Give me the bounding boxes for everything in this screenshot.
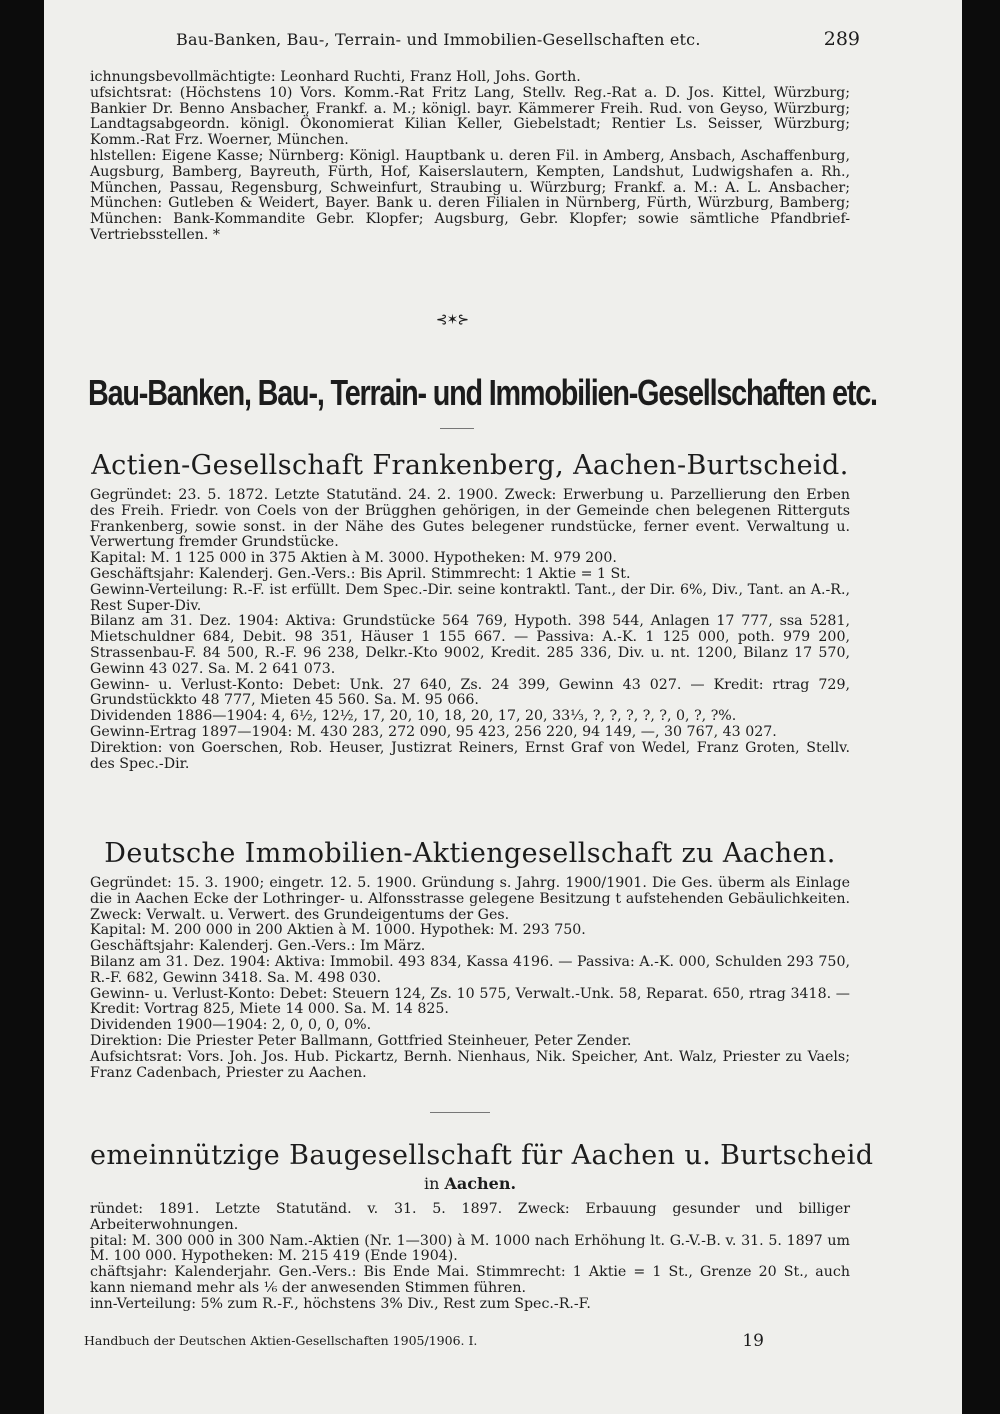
subtitle-place: Aachen. <box>444 1174 517 1193</box>
zeichnungsbevollmaechtigte: ichnungsbevollmächtigte: Leonhard Ruchti, Franz Holl, Johs. Gorth. <box>90 69 581 85</box>
company-title: Actien-Gesellschaft Frankenberg, Aachen-Burtscheid. <box>91 450 849 481</box>
title-rule <box>440 428 474 429</box>
page-number: 289 <box>823 28 860 50</box>
geschaeftsjahr-entry: Geschäftsjahr: Kalenderj. Gen.-Vers.: Im März. <box>90 938 426 955</box>
gegruendet-entry: Gegründet: 23. 5. 1872. Letzte Statutänd. 24. 2. 1900. Zweck: Erwerbung u. Parzellierung den Erben des Freih. Friedr. von Coels von der Brügghen gehörigen, in der Gemeinde chen belegenen Ritterguts Frankenberg, sowie sonst. in der Nähe des Gutes belegener rundstücke, ferner event. Verwaltung u. Verwertung fremder Grundstücke. <box>90 487 850 551</box>
subtitle-prefix: in <box>423 1174 440 1193</box>
kapital-entry: Kapital: M. 1 125 000 in 375 Aktien à M. 3000. Hypotheken: M. 979 200. <box>90 550 617 567</box>
gegruendet-entry: ründet: 1891. Letzte Statutänd. v. 31. 5. 1897. Zweck: Erbauung gesunder und billiger Arbeiterwohnungen. <box>90 1201 850 1233</box>
company-title: emeinnützige Baugesellschaft für Aachen u. Burtscheid <box>90 1140 874 1171</box>
bilanz-entry: Bilanz am 31. Dez. 1904: Aktiva: Immobil. 493 834, Kassa 4196. — Passiva: A.-K. 000, Schulden 293 750, R.-F. 682, Gewinn 3418. Sa. M. 498 030. <box>90 953 850 986</box>
footer-title: Handbuch der Deutschen Aktien-Gesellschaften 1905/1906. I. <box>84 1333 478 1348</box>
section-title: Bau-Banken, Bau-, Terrain- und Immobilien-Gesellschaften etc. <box>88 372 877 413</box>
kapital-entry: pital: M. 300 000 in 300 Nam.-Aktien (Nr. 1—300) à M. 1000 nach Erhöhung lt. G.-V.-B. v. 31. 5. 1897 um M. 100 000. Hypotheken: M. 215 419 (Ende 1904). <box>90 1232 850 1265</box>
geschaeftsjahr-entry: Geschäftsjahr: Kalenderj. Gen.-Vers.: Bis April. Stimmrecht: 1 Aktie = 1 St. <box>90 565 631 582</box>
direktion-entry: Direktion: Die Priester Peter Ballmann, Gottfried Steinheuer, Peter Zender. <box>90 1032 632 1049</box>
kapital-entry: Kapital: M. 200 000 in 200 Aktien à M. 1000. Hypothek: M. 293 750. <box>90 922 586 939</box>
gewinn-verlust-entry: Gewinn- u. Verlust-Konto: Debet: Unk. 27 640, Zs. 24 399, Gewinn 43 027. — Kredit: rtrag 729, Grundstückkto 48 777, Mieten 45 560. Sa. M. 95 066. <box>90 676 850 709</box>
aufsichtsrat-entry: ufsichtsrat: (Höchstens 10) Vors. Komm.-Rat Fritz Lang, Stellv. Reg.-Rat a. D. Jos. Kittel, Würzburg; Bankier Dr. Benno Ansbacher, Frankf. a. M.; königl. bayr. Kämmerer Freih. Rud. von Geyso, Würzburg; Landtagsabgeordn. königl. Ökonomierat Kilian Keller, Giebelstadt; Rentier Ls. Seisser, Würzburg; Komm.-Rat Frz. Woerner, München. <box>90 84 850 149</box>
continuation-block <box>90 70 850 244</box>
running-header <box>170 26 860 54</box>
company-subtitle <box>90 1174 850 1193</box>
gegruendet-entry: Gegründet: 15. 3. 1900; eingetr. 12. 5. 1900. Gründung s. Jahrg. 1900/1901. Die Ges. überm als Einlage die in Aachen Ecke der Lothringer- u. Alfonsstrasse gelegene Besitzung t aufstehenden Gebäulichkeiten. Zweck: Verwalt. u. Verwert. des Grundeigentums der Ges. <box>90 875 850 923</box>
direktion-entry: Direktion: von Goerschen, Rob. Heuser, Justizrat Reiners, Ernst Graf von Wedel, Franz Groten, Stellv. des Spec.-Dir. <box>90 739 850 772</box>
aufsichtsrat-entry: Aufsichtsrat: Vors. Joh. Jos. Hub. Pickartz, Bernh. Nienhaus, Nik. Speicher, Ant. Walz, Priester zu Vaels; Franz Cadenbach, Priester zu Aachen. <box>90 1048 850 1081</box>
signature-number: 19 <box>742 1331 764 1351</box>
running-header-title: Bau-Banken, Bau-, Terrain- und Immobilien-Gesellschaften etc. <box>176 30 701 49</box>
company-title: Deutsche Immobilien-Aktiengesellschaft zu Aachen. <box>104 838 836 869</box>
ornament-divider-icon: ⊰✶⊱ <box>435 312 469 328</box>
gewinnverteilung-entry: Gewinn-Verteilung: R.-F. ist erfüllt. Dem Spec.-Dir. seine kontraktl. Tant., der Dir. 6%, Div., Tant. an A.-R., Rest Super-Div. <box>90 581 850 614</box>
company-entry-deutsche-immobilien <box>90 876 850 1081</box>
page-footer <box>84 1331 764 1351</box>
gewinn-ertrag-entry: Gewinn-Ertrag 1897—1904: M. 430 283, 272 090, 95 423, 256 220, 94 149, —, 30 767, 43 027. <box>90 723 777 740</box>
company-entry-frankenberg <box>90 488 850 772</box>
dividenden-entry: Dividenden 1900—1904: 2, 0, 0, 0, 0%. <box>90 1017 372 1034</box>
section-rule <box>430 1112 490 1113</box>
zahlstellen-entry: hlstellen: Eigene Kasse; Nürnberg: Königl. Hauptbank u. deren Fil. in Amberg, Ansbach, Aschaffenburg, Augsburg, Bamberg, Bayreuth, Fürth, Hof, Kaiserslautern, Kempten, Landshut, Ludwigshafen a. Rh., München, Passau, Regensburg, Schweinfurt, Straubing u. Würzburg; Frankf. a. M.: A. L. Ansbacher; München: Gutleben & Weidert, Bayer. Bank u. deren Filialen in Nürnberg, Fürth, Würzburg, Bamberg; München: Bank-Kommandite Gebr. Klopfer; Augsburg, Gebr. Klopfer; sowie sämtliche Pfandbrief-Vertriebsstellen. * <box>90 147 850 243</box>
bilanz-entry: Bilanz am 31. Dez. 1904: Aktiva: Grundstücke 564 769, Hypoth. 398 544, Anlagen 17 777, ssa 5281, Mietschuldner 684, Debit. 98 351, Häuser 1 155 667. — Passiva: A.-K. 1 125 000, poth. 979 200, Strassenbau-F. 84 500, R.-F. 96 238, Delkr.-Kto 9002, Kredit. 285 336, Div. u. nt. 1200, Bilanz 17 570, Gewinn 43 027. Sa. M. 2 641 073. <box>90 613 850 677</box>
geschaeftsjahr-entry: chäftsjahr: Kalenderjahr. Gen.-Vers.: Bis Ende Mai. Stimmrecht: 1 Aktie = 1 St., Grenze 20 St., auch kann niemand mehr als ⅙ der anwesenden Stimmen führen. <box>90 1264 850 1296</box>
dividenden-entry: Dividenden 1886—1904: 4, 6½, 12½, 17, 20, 10, 18, 20, 17, 20, 33⅓, ?, ?, ?, ?, ?, 0, ?, ?%. <box>90 708 737 725</box>
gewinn-verlust-entry: Gewinn- u. Verlust-Konto: Debet: Steuern 124, Zs. 10 575, Verwalt.-Unk. 58, Reparat. 650, rtrag 3418. — Kredit: Vortrag 825, Miete 14 000. Sa. M. 14 825. <box>90 985 850 1018</box>
gewinnverteilung-entry: inn-Verteilung: 5% zum R.-F., höchstens 3% Div., Rest zum Spec.-R.-F. <box>90 1295 591 1312</box>
company-entry-gemeinnuetzige <box>90 1202 850 1313</box>
